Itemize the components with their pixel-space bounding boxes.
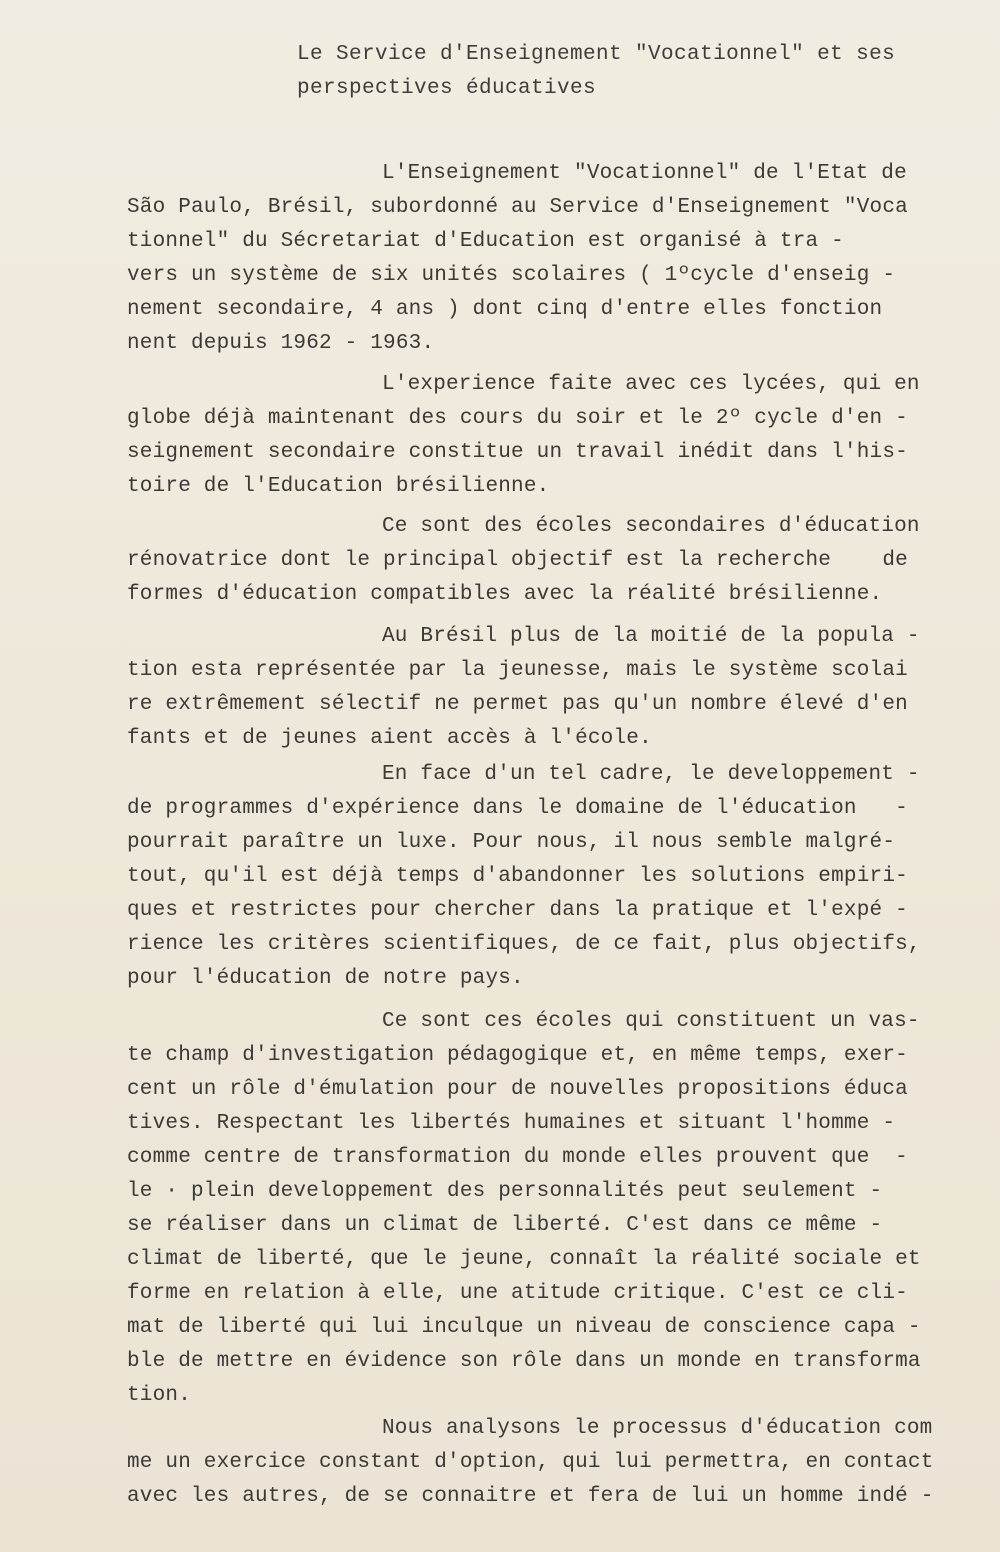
paragraph-4-line-4: fants et de jeunes aient accès à l'école. — [127, 727, 652, 750]
paragraph-3-line-3: formes d'éducation compatibles avec la réalité brésilienne. — [127, 583, 883, 606]
paragraph-5-line-7: pour l'éducation de notre pays. — [127, 967, 524, 990]
paragraph-3-line-2: rénovatrice dont le principal objectif est la recherche de — [127, 549, 908, 572]
paragraph-6-line-4: tives. Respectant les libertés humaines et situant l'homme - — [127, 1112, 896, 1135]
paragraph-7-line-2: me un exercice constant d'option, qui lui permettra, en contact — [127, 1451, 934, 1474]
paragraph-1-line-6: nent depuis 1962 - 1963. — [127, 332, 435, 355]
paragraph-1-line-5: nement secondaire, 4 ans ) dont cinq d'entre elles fonction — [127, 298, 883, 321]
paragraph-1-line-4: vers un système de six unités scolaires ( 1ºcycle d'enseig - — [127, 264, 896, 287]
paragraph-4-line-3: re extrêmement sélectif ne permet pas qu'un nombre élevé d'en — [127, 693, 908, 716]
paragraph-7-line-1: Nous analysons le processus d'éducation com — [382, 1417, 933, 1440]
paragraph-2-line-4: toire de l'Education brésilienne. — [127, 475, 550, 498]
title-line-2: perspectives éducatives — [297, 77, 597, 100]
paragraph-1-line-3: tionnel" du Sécretariat d'Education est organisé à tra - — [127, 230, 844, 253]
paragraph-5-line-5: ques et restrictes pour chercher dans la pratique et l'expé - — [127, 899, 908, 922]
title-line-1: Le Service d'Enseignement "Vocationnel" et ses — [297, 43, 896, 66]
paragraph-6-line-9: forme en relation à elle, une atitude critique. C'est ce cli- — [127, 1282, 908, 1305]
paragraph-2-line-1: L'experience faite avec ces lycées, qui en — [382, 373, 920, 396]
paragraph-6-line-6: le · plein developpement des personnalités peut seulement - — [127, 1180, 883, 1203]
paragraph-6-line-11: ble de mettre en évidence son rôle dans un monde en transforma — [127, 1350, 921, 1373]
paragraph-6-line-7: se réaliser dans un climat de liberté. C'est dans ce même - — [127, 1214, 883, 1237]
paragraph-6-line-1: Ce sont ces écoles qui constituent un vas- — [382, 1010, 920, 1033]
paragraph-5-line-3: pourrait paraître un luxe. Pour nous, il nous semble malgré- — [127, 831, 896, 854]
document-title — [297, 38, 895, 106]
paragraph-4-line-1: Au Brésil plus de la moitié de la popula - — [382, 625, 920, 648]
paragraph-6-line-8: climat de liberté, que le jeune, connaît la réalité sociale et — [127, 1248, 921, 1271]
paragraph-4-line-2: tion esta représentée par la jeunesse, mais le système scolai — [127, 659, 908, 682]
paragraph-5-line-2: de programmes d'expérience dans le domaine de l'éducation - — [127, 797, 908, 820]
paragraph-6-line-5: comme centre de transformation du monde elles prouvent que - — [127, 1146, 908, 1169]
paragraph-1-line-1: L'Enseignement "Vocationnel" de l'Etat de — [382, 162, 907, 185]
paragraph-3-line-1: Ce sont des écoles secondaires d'éducation — [382, 515, 920, 538]
paragraph-5-line-6: rience les critères scientifiques, de ce fait, plus objectifs, — [127, 933, 921, 956]
paragraph-5-line-4: tout, qu'il est déjà temps d'abandonner les solutions empiri- — [127, 865, 908, 888]
paragraph-6-line-2: te champ d'investigation pédagogique et, en même temps, exer- — [127, 1044, 908, 1067]
paragraph-7-line-3: avec les autres, de se connaitre et fera de lui un homme indé - — [127, 1485, 934, 1508]
paragraph-2-line-3: seignement secondaire constitue un travail inédit dans l'his- — [127, 441, 908, 464]
paragraph-6-line-12: tion. — [127, 1384, 192, 1407]
paragraph-6-line-10: mat de liberté qui lui inculque un niveau de conscience capa - — [127, 1316, 921, 1339]
paragraph-1-line-2: São Paulo, Brésil, subordonné au Service d'Enseignement "Voca — [127, 196, 908, 219]
paragraph-5-line-1: En face d'un tel cadre, le developpement - — [382, 763, 920, 786]
paragraph-2-line-2: globe déjà maintenant des cours du soir et le 2º cycle d'en - — [127, 407, 908, 430]
paragraph-6-line-3: cent un rôle d'émulation pour de nouvelles propositions éduca — [127, 1078, 908, 1101]
